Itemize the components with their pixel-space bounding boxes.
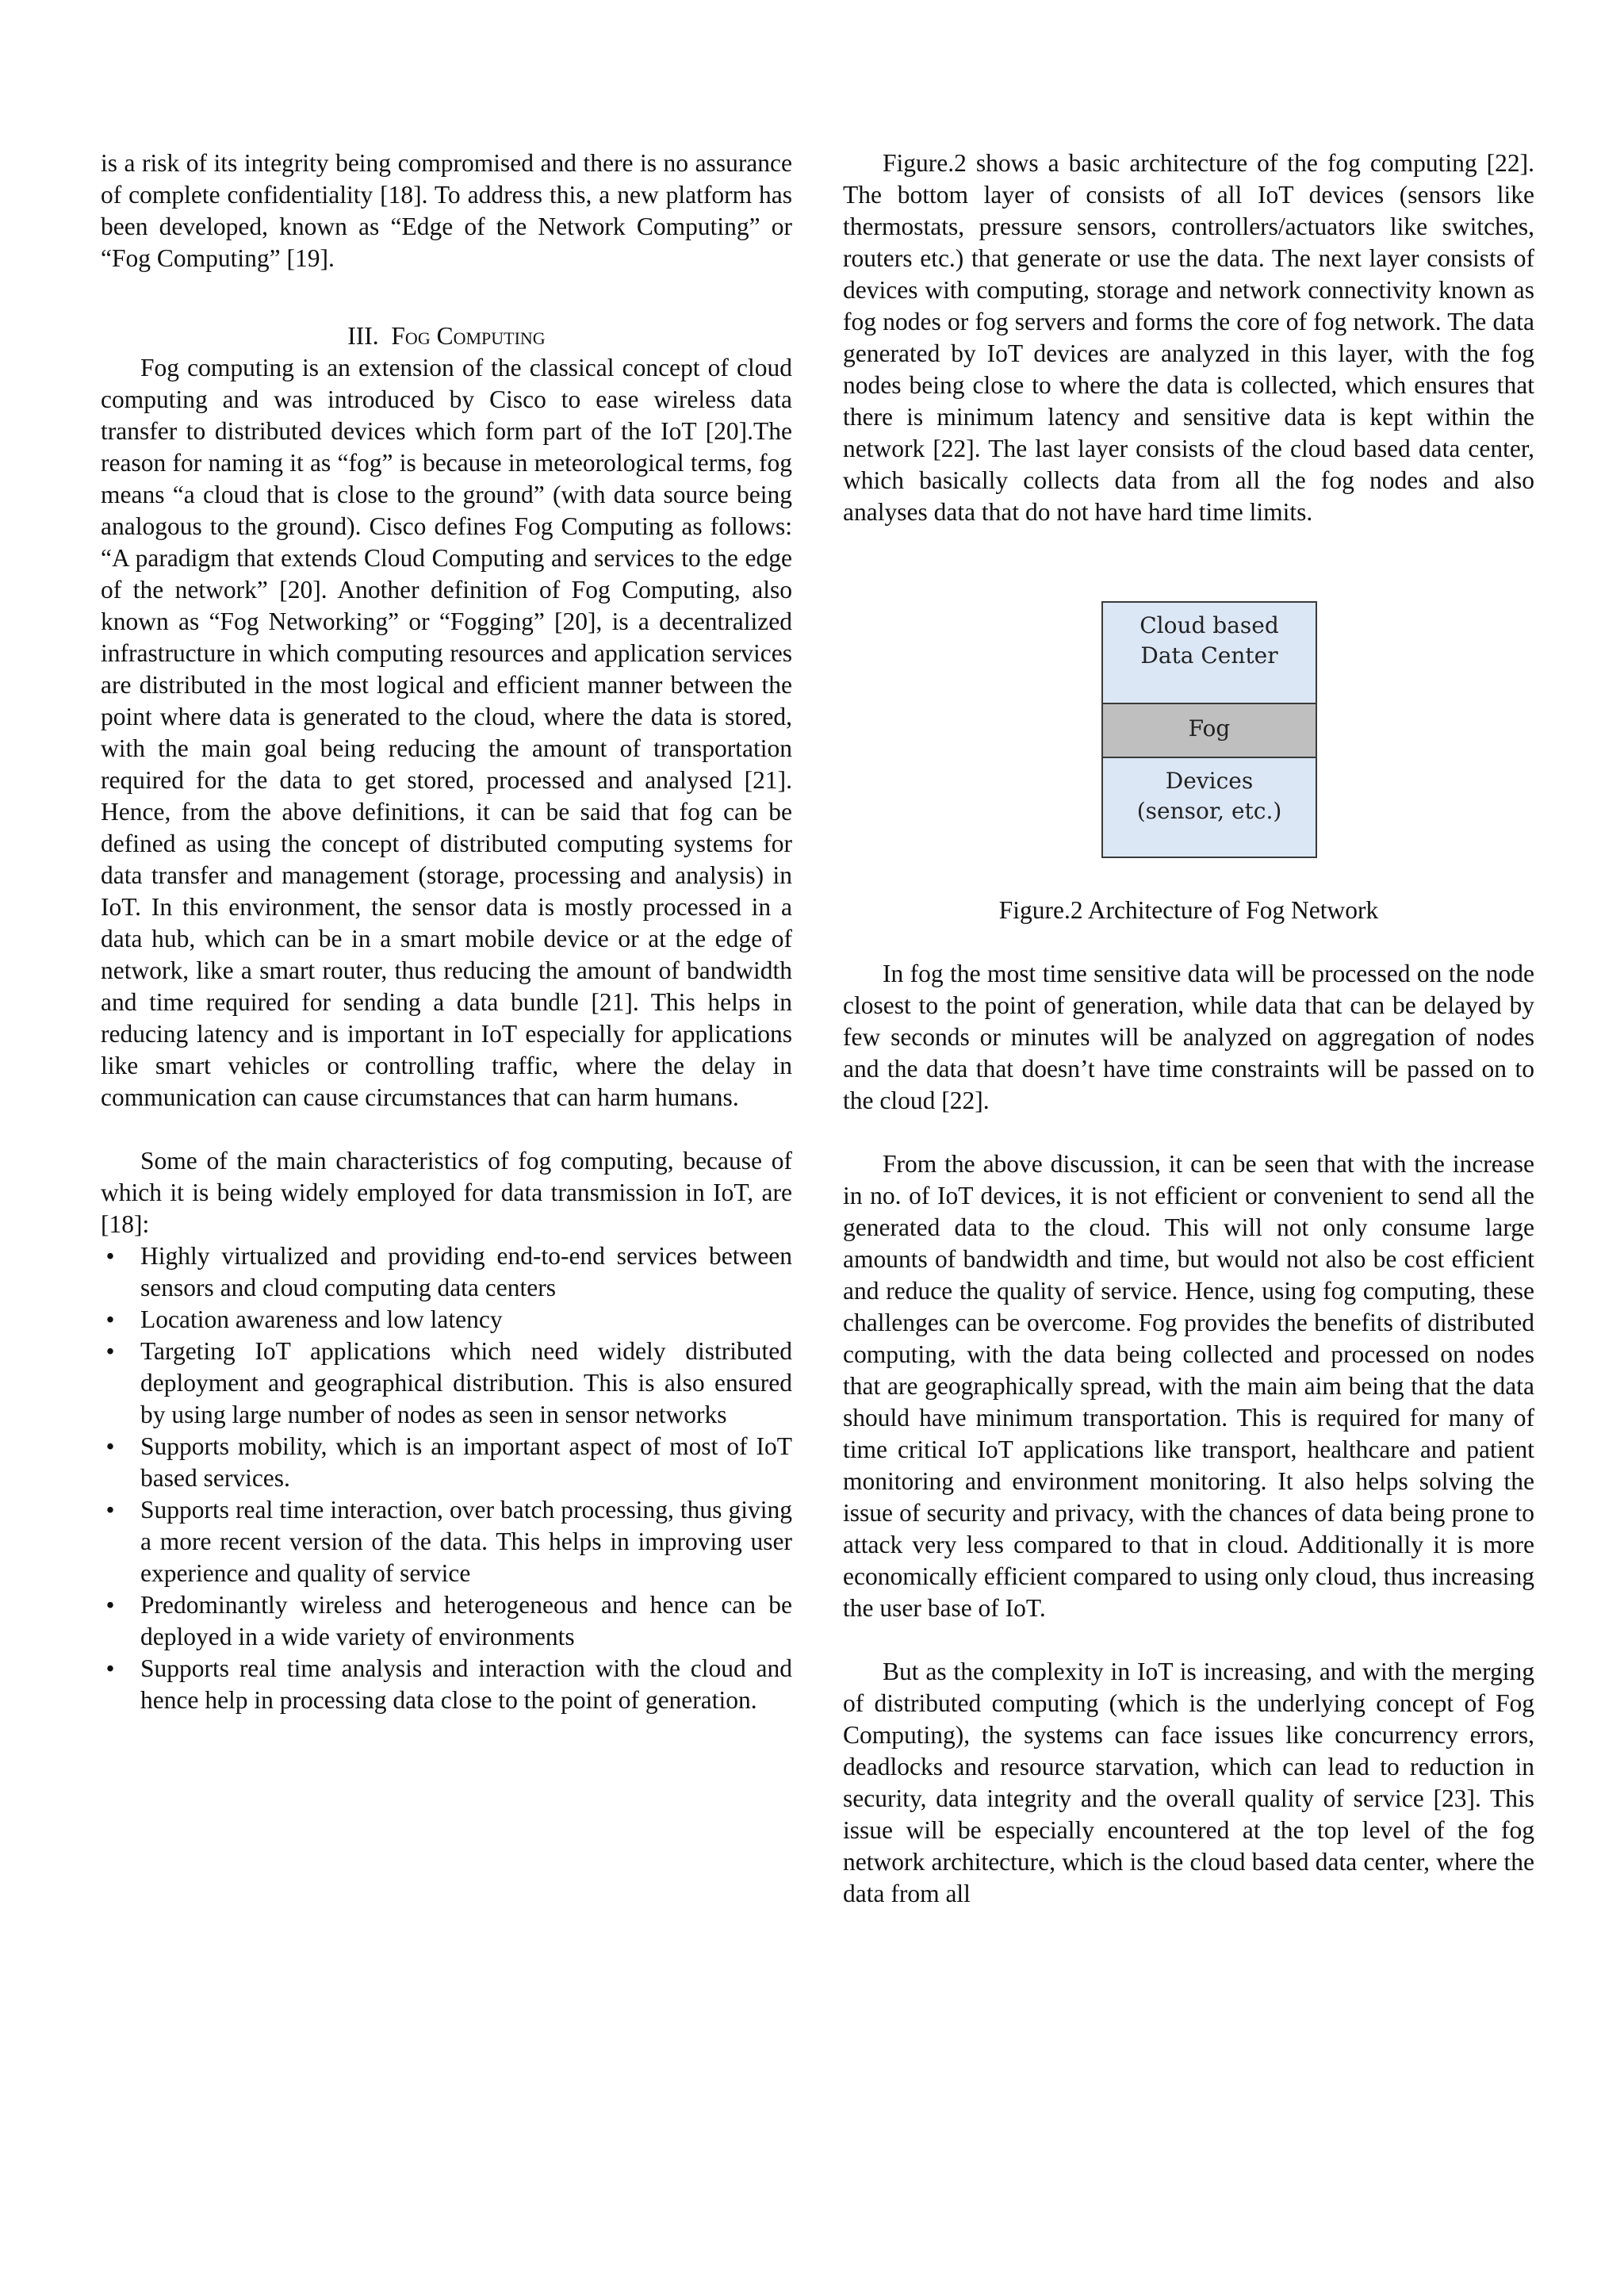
list-item: • Supports real time interaction, over batch processing, thus giving a more recent version of the data. This helps in improving user experience and quality of service — [101, 1494, 792, 1589]
list-item: • Supports real time analysis and interaction with the cloud and hence help in processing data close to the point of generation. — [101, 1653, 792, 1716]
fog-label: Fog — [1188, 715, 1231, 742]
fog-computing-paragraph: Fog computing is an extension of the classical concept of cloud computing and was introduced by Cisco to ease wireless data transfer to distributed devices which form part of the IoT [20].The reason for naming it as “fog” is because in meteorological terms, fog means “a cloud that is close to the ground” (with data source being analogous to the ground). Cisco defines Fog Computing as follows: “A paradigm that extends Cloud Computing and services to the edge of the network” [20]. Another definition of Fog Computing, also known as “Fog Networking” or “Fogging” [20], is a decentralized infrastructure in which computing resources and application services are distributed in the most logical and efficient manner between the point where data is generated to the cloud, where the data is stored, with the main goal being reducing the amount of transportation required for the data to get stored, processed and analysed [21]. Hence, from the above definitions, it can be said that fog can be defined as using the concept of distributed computing systems for data transfer and management (storage, processing and analysis) in IoT. In this environment, the sensor data is mostly processed in a data hub, which can be in a smart mobile device or at the edge of network, like a smart router, thus reducing the amount of bandwidth and time required for sending a data bundle [21]. This helps in reducing latency and is important in IoT especially for applications like smart vehicles or controlling traffic, where the delay in communication can cause circumstances that can harm humans. — [101, 354, 792, 1111]
complexity-paragraph: But as the complexity in IoT is increasing, and with the merging of distributed computing (which is the underlying concept of Fog Computing), the systems can face issues like concurrency errors, deadlocks and resource starvation, which can lead to reduction in security, data integrity and the overall quality of service [23]. This issue will be especially encountered at the top level of the fog network architecture, which is the cloud based data center, where the data from all — [843, 1658, 1534, 1907]
fog-layer — [1103, 703, 1316, 757]
list-item: • Location awareness and low latency — [101, 1304, 792, 1336]
bullet-dot: • — [105, 1305, 115, 1333]
figure-fog-architecture — [843, 601, 1534, 895]
list-item: • Predominantly wireless and heterogeneous and hence can be deployed in a wide variety of environments — [101, 1589, 792, 1653]
bullet-dot: • — [105, 1242, 115, 1270]
section-title: Fog Computing — [391, 322, 546, 350]
devices-label-line1: Devices — [1165, 768, 1254, 794]
time-sensitive-paragraph: In fog the most time sensitive data will be processed on the node closest to the point of generation, while data that can be delayed by few seconds or minutes will be analyzed on aggregation of nodes and the data that doesn’t have time constraints will be passed on to the cloud [22]. — [843, 960, 1534, 1114]
cloud-label-line2: Data Center — [1140, 642, 1278, 669]
devices-label-line2: (sensor, etc.) — [1136, 798, 1282, 824]
discussion-paragraph: From the above discussion, it can be seen that with the increase in no. of IoT devices, it is not efficient or convenient to send all the generated data to the cloud. This will not only consume large amounts of bandwidth and time, but would not also be cost efficient and reduce the quality of service. Hence, using fog computing, these challenges can be overcome. Fog provides the benefits of distributed computing, with the data being collected and processed on nodes that are geographically spread, with the main aim being that the data should have minimum transportation. This is required for many of time critical IoT applications like transport, healthcare and patient monitoring and environment monitoring. It also helps solving the issue of security and privacy, with the chances of data being prone to attack very less compared to that in cloud. Additionally it is more economically efficient compared to using only cloud, thus increasing the user base of IoT. — [843, 1150, 1534, 1622]
section-number: III. — [347, 322, 379, 350]
cloud-label-line1: Cloud based — [1139, 612, 1279, 638]
list-item: • Highly virtualized and providing end-to-end services between sensors and cloud computing data centers — [101, 1240, 792, 1304]
characteristics-intro-paragraph: Some of the main characteristics of fog computing, because of which it is being widely employed for data transmission in IoT, are [18]: — [101, 1147, 792, 1238]
figure-caption: Figure.2 Architecture of Fog Network — [998, 896, 1379, 924]
bullet-dot: • — [105, 1654, 115, 1682]
right-column — [843, 148, 1534, 1910]
bullet-dot: • — [105, 1337, 115, 1365]
architecture-paragraph: Figure.2 shows a basic architecture of the fog computing [22]. The bottom layer of consists of all IoT devices (sensors like thermostats, pressure sensors, controllers/actuators like switches, routers etc.) that generate or use the data. The next layer consists of devices with computing, storage and network connectivity known as fog nodes or fog servers and forms the core of fog network. The data generated by IoT devices are analyzed in this layer, with the fog nodes being close to where the data is collected, which ensures that there is minimum latency and sensitive data is kept within the network [22]. The last layer consists of the cloud based data center, which basically collects data from all the fog nodes and also analyses data that do not have hard time limits. — [843, 149, 1534, 526]
bullet-dot: • — [105, 1432, 115, 1460]
bullet-dot: • — [105, 1591, 115, 1619]
list-item: • Targeting IoT applications which need widely distributed deployment and geographical distribution. This is also ensured by using large number of nodes as seen in sensor networks — [101, 1336, 792, 1431]
left-column — [101, 148, 792, 1716]
intro-paragraph: is a risk of its integrity being compromised and there is no assurance of complete confidentiality [18]. To address this, a new platform has been developed, known as “Edge of the Network Computing” or “Fog Computing” [19]. — [101, 149, 792, 272]
architecture-diagram — [1101, 601, 1317, 858]
characteristics-list — [101, 1240, 792, 1716]
devices-layer — [1103, 757, 1316, 857]
cloud-layer — [1103, 603, 1316, 703]
section-heading — [101, 320, 792, 352]
list-item: • Supports mobility, which is an important aspect of most of IoT based services. — [101, 1431, 792, 1494]
bullet-dot: • — [105, 1496, 115, 1524]
